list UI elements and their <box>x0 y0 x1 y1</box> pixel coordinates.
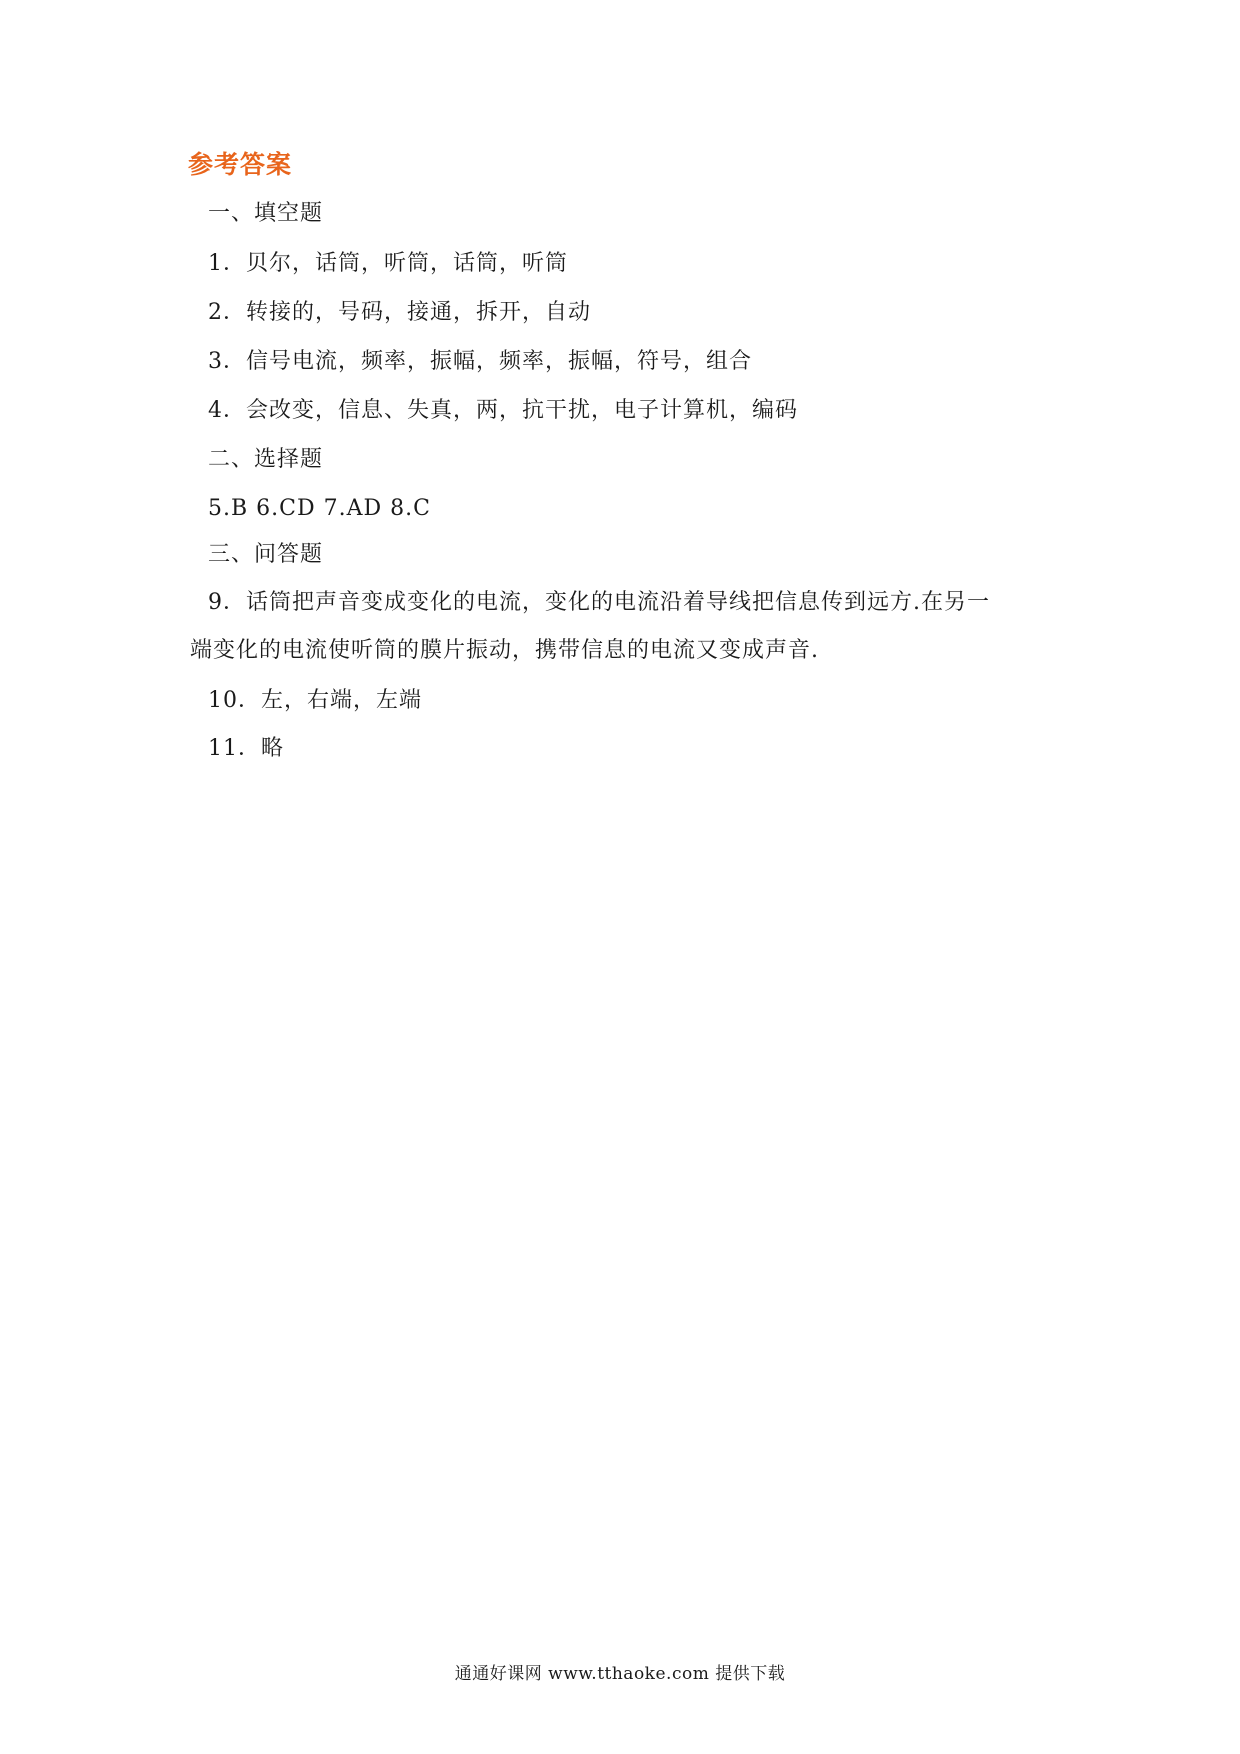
answer-line-1: 1．贝尔，话筒，听筒，话筒，听筒 <box>208 251 568 276</box>
section-heading-multiple-choice: 二、选择题 <box>208 447 324 472</box>
answer-line-2: 2．转接的，号码，接通，拆开，自动 <box>208 300 591 325</box>
section-heading-qa: 三、问答题 <box>208 542 324 567</box>
answer-line-choices: 5.B 6.CD 7.AD 8.C <box>208 496 431 521</box>
page-footer: 通通好课网 www.tthaoke.com 提供下载 <box>454 1664 786 1684</box>
answer-title: 参考答案 <box>188 150 293 179</box>
answer-line-10: 10．左，右端，左端 <box>208 688 422 713</box>
answer-line-4: 4．会改变，信息、失真，两，抗干扰，电子计算机，编码 <box>208 398 798 423</box>
section-heading-fill-blank: 一、填空题 <box>208 201 324 226</box>
answer-line-11: 11．略 <box>208 736 284 761</box>
answer-line-9: 9．话筒把声音变成变化的电流，变化的电流沿着导线把信息传到远方.在另一 <box>208 590 990 615</box>
answer-line-3: 3．信号电流，频率，振幅，频率，振幅，符号，组合 <box>208 349 752 374</box>
answer-line-9-continued: 端变化的电流使听筒的膜片振动，携带信息的电流又变成声音. <box>190 638 819 663</box>
